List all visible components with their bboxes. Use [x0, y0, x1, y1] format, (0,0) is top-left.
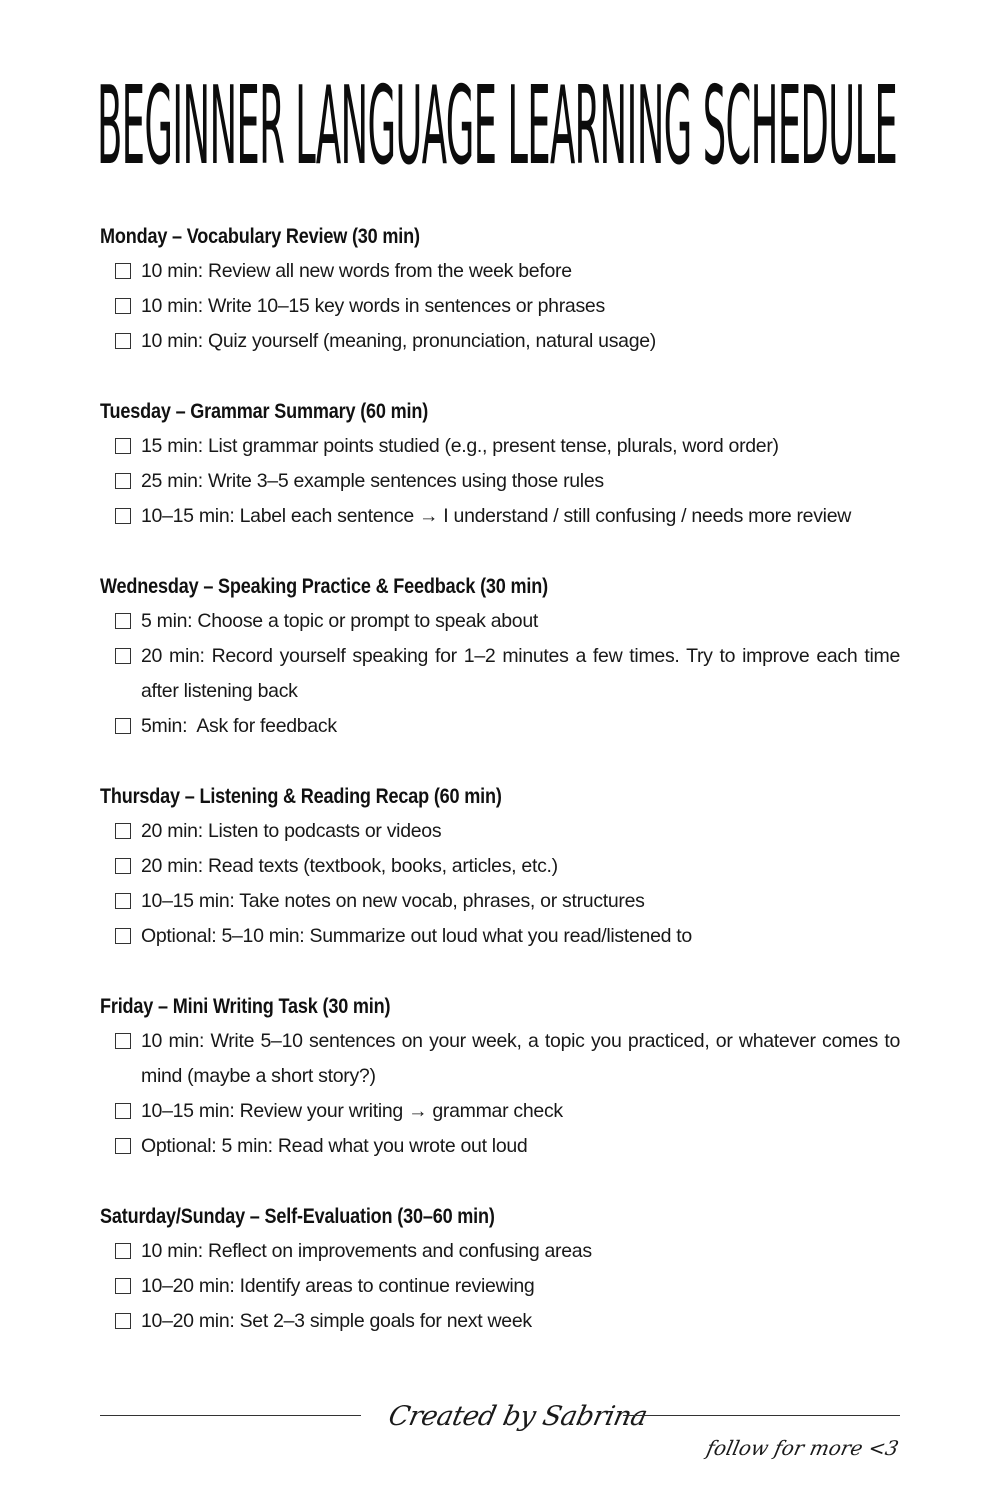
section-thursday	[100, 779, 900, 954]
checkbox[interactable]	[115, 1103, 131, 1119]
checkbox[interactable]	[115, 1313, 131, 1329]
checkbox[interactable]	[115, 1033, 131, 1049]
checkbox[interactable]	[115, 1243, 131, 1259]
section-friday	[100, 989, 900, 1164]
section-spacer	[100, 954, 900, 989]
task-text: 5 min: Choose a topic or prompt to speak about	[141, 610, 539, 632]
checkbox[interactable]	[115, 648, 131, 664]
task-item	[100, 1129, 900, 1164]
task-text: 15 min: List grammar points studied (e.g., present tense, plurals, word order)	[141, 435, 779, 457]
task-item	[100, 1024, 900, 1094]
section-spacer	[100, 744, 900, 779]
checkbox[interactable]	[115, 613, 131, 629]
section-spacer	[100, 534, 900, 569]
footer-divider-right	[623, 1415, 900, 1416]
checkbox[interactable]	[115, 263, 131, 279]
task-item	[100, 1269, 900, 1304]
section-spacer	[100, 359, 900, 394]
page-title	[97, 52, 897, 212]
section-heading: Wednesday – Speaking Practice & Feedback (30 min)	[100, 575, 548, 598]
task-item	[100, 1304, 900, 1339]
section-monday	[100, 219, 900, 359]
task-item	[100, 604, 900, 639]
task-item	[100, 499, 900, 534]
task-item	[100, 324, 900, 359]
task-text: 10–15 min: Take notes on new vocab, phrases, or structures	[141, 890, 645, 912]
checkbox[interactable]	[115, 823, 131, 839]
section-heading: Monday – Vocabulary Review (30 min)	[100, 225, 420, 248]
task-item	[100, 254, 900, 289]
task-item	[100, 919, 900, 954]
task-text: 20 min: Record yourself speaking for 1–2 minutes a few times. Try to improve each time after listening back	[141, 645, 900, 702]
task-item	[100, 884, 900, 919]
checkbox[interactable]	[115, 508, 131, 524]
checkbox[interactable]	[115, 1278, 131, 1294]
checkbox[interactable]	[115, 333, 131, 349]
task-item	[100, 814, 900, 849]
checkbox[interactable]	[115, 298, 131, 314]
task-item	[100, 1234, 900, 1269]
section-spacer	[100, 1164, 900, 1199]
task-text: Optional: 5–10 min: Summarize out loud what you read/listened to	[141, 925, 692, 947]
task-text: 10 min: Review all new words from the week before	[141, 260, 572, 282]
task-text: 10 min: Write 5–10 sentences on your week, a topic you practiced, or whatever comes to mind (maybe a short story?)	[141, 1030, 900, 1087]
page-title-text: BEGINNER LANGUAGE LEARNING SCHEDULE	[97, 64, 897, 189]
checkbox[interactable]	[115, 438, 131, 454]
section-heading: Friday – Mini Writing Task (30 min)	[100, 995, 391, 1018]
task-item	[100, 639, 900, 709]
task-item	[100, 849, 900, 884]
signature: Created by Sabrina	[385, 1401, 650, 1432]
checkbox[interactable]	[115, 718, 131, 734]
task-text: Optional: 5 min: Read what you wrote out loud	[141, 1135, 528, 1157]
task-text: 5min: Ask for feedback	[141, 715, 337, 737]
checkbox[interactable]	[115, 928, 131, 944]
task-text: 10 min: Reflect on improvements and confusing areas	[141, 1240, 592, 1262]
task-text: 10 min: Quiz yourself (meaning, pronunciation, natural usage)	[141, 330, 656, 352]
section-heading: Tuesday – Grammar Summary (60 min)	[100, 400, 429, 423]
task-text: 25 min: Write 3–5 example sentences using those rules	[141, 470, 604, 492]
checkbox[interactable]	[115, 1138, 131, 1154]
checkbox[interactable]	[115, 893, 131, 909]
schedule-content	[100, 219, 900, 1339]
section-heading: Thursday – Listening & Reading Recap (60 min)	[100, 785, 502, 808]
section-weekend	[100, 1199, 900, 1339]
section-wednesday	[100, 569, 900, 744]
task-text: 20 min: Read texts (textbook, books, articles, etc.)	[141, 855, 558, 877]
checkbox[interactable]	[115, 473, 131, 489]
footer	[100, 1395, 900, 1465]
task-text: 10–20 min: Identify areas to continue reviewing	[141, 1275, 535, 1297]
section-heading: Saturday/Sunday – Self-Evaluation (30–60 min)	[100, 1205, 495, 1228]
task-item	[100, 1094, 900, 1129]
task-text: 10–20 min: Set 2–3 simple goals for next week	[141, 1310, 532, 1332]
checkbox[interactable]	[115, 858, 131, 874]
task-item	[100, 289, 900, 324]
section-tuesday	[100, 394, 900, 534]
task-text: 10–15 min: Label each sentence → I understand / still confusing / needs more review	[141, 505, 852, 527]
task-item	[100, 464, 900, 499]
task-text: 10–15 min: Review your writing → grammar check	[141, 1100, 563, 1122]
task-item	[100, 429, 900, 464]
task-item	[100, 709, 900, 744]
task-text: 10 min: Write 10–15 key words in sentences or phrases	[141, 295, 605, 317]
task-text: 20 min: Listen to podcasts or videos	[141, 820, 442, 842]
footer-divider-left	[100, 1415, 361, 1416]
follow-note: follow for more <3	[704, 1436, 901, 1460]
